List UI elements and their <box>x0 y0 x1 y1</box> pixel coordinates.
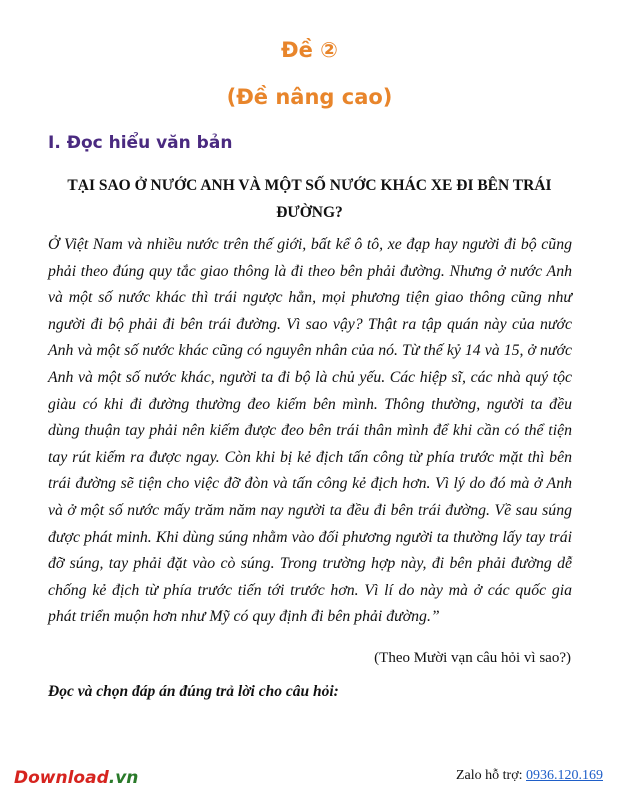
exam-subtitle: (Đề nâng cao) <box>226 85 393 109</box>
article-body: Ở Việt Nam và nhiều nước trên thế giới, bất kể ô tô, xe đạp hay người đi bộ cũng phải theo đúng quy tắc giao thông là đi theo bên phải đường. Nhưng ở nước Anh và một số nước khác thì trái ngược hẳn, mọi phương tiện giao thông cũng như người đi bộ phải đi bên trái đường. Vì sao vậy? Thật ra tập quán này của nước Anh và một số nước khác cũng có nguyên nhân của nó. Từ thế kỷ 14 và 15, ở nước Anh và một số nước khác, người ta đi bộ là chủ yếu. Các hiệp sĩ, các nhà quý tộc giàu có khi đi đường thường đeo kiếm bên mình. Thông thường, người ta đều dùng thuận tay phải nên kiếm được đeo bên trái thân mình để khi cần có thể tiện tay rút kiếm ra được ngay. Còn khi bị kẻ địch tấn công từ phía trước mặt thì bên trái đường sẽ tiện cho việc đỡ đòn và tấn công kẻ địch hơn. Vì lý do đó mà ở Anh và ở một số nước mấy trăm năm nay người ta đều đi bên trái đường. Về sau súng được phát minh. Khi dùng súng nhằm vào đối phương người ta thường lấy tay trái đỡ súng, tay phải đặt vào cò súng. Trong trường hợp này, đi bên phải đường dễ chống kẻ địch từ phía trước tiến tới trước hơn. Vì lí do này mà ở các quốc gia phát triển muộn hơn như Mỹ có quy định đi bên phải đường.” <box>48 236 572 626</box>
download-logo[interactable] <box>14 768 138 788</box>
zalo-phone-link[interactable]: 0936.120.169 <box>526 768 603 783</box>
article-heading <box>48 172 571 226</box>
question-prompt: Đọc và chọn đáp án đúng trả lời cho câu hỏi: <box>48 683 339 700</box>
logo-text-suffix: .vn <box>108 768 139 788</box>
section-heading: I. Đọc hiểu văn bản <box>48 133 233 153</box>
logo-text-main: Download <box>14 768 109 788</box>
article-source: (Theo Mười vạn câu hỏi vì sao?) <box>374 650 571 666</box>
article-heading-line1: TẠI SAO Ở NƯỚC ANH VÀ MỘT SỐ NƯỚC KHÁC XE ĐI BÊN TRÁI <box>67 177 552 194</box>
article-heading-line2: ĐƯỜNG? <box>276 204 343 221</box>
zalo-support <box>456 768 603 784</box>
zalo-label: Zalo hỗ trợ: <box>456 768 526 783</box>
exam-title: Đề ② <box>281 38 338 62</box>
